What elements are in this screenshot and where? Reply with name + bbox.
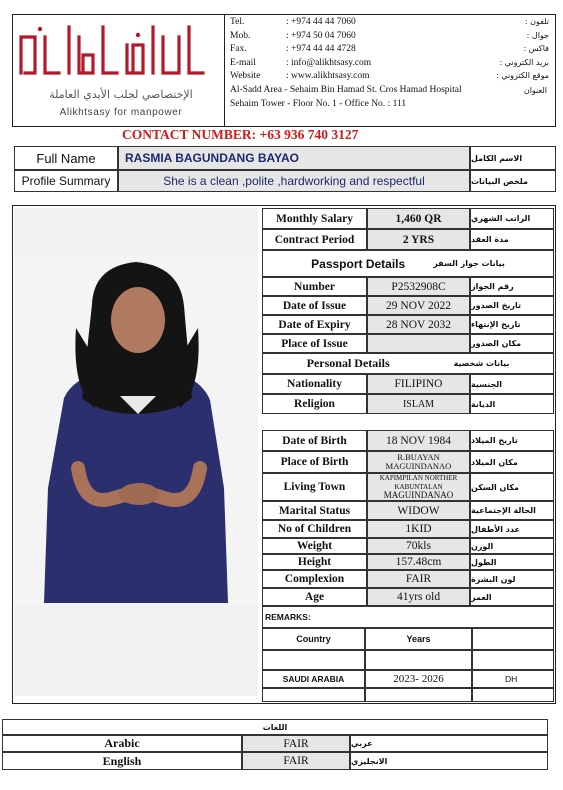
language-row-english-level: FAIR: [242, 752, 350, 770]
address-line-1: Al-Sadd Area - Sehaim Bin Hamad St. Cros Hamad Hospital: [230, 85, 462, 95]
email-label-ar: بريد الكتروني :: [499, 58, 549, 67]
logo-text-en: Alikhtsasy for manpower: [59, 107, 183, 118]
experience-blank-country: [262, 688, 365, 702]
pob-line-1: R.BUAYAN: [397, 452, 440, 462]
place-of-issue-value: [367, 334, 470, 353]
passport-title-ar: بيانات جواز السفر: [433, 259, 505, 268]
complexion-label: Complexion: [262, 570, 367, 588]
experience-spacer-job: [472, 650, 554, 670]
experience-blank-job: [472, 688, 554, 702]
pob-label: Place of Birth: [262, 451, 367, 473]
address-line-2: Sehaim Tower - Floor No. 1 - Office No. : 111: [230, 99, 407, 109]
fax-value: : +974 44 44 4728: [286, 44, 356, 54]
height-label-ar: الطول: [470, 554, 554, 570]
marital-status-label: Marital Status: [262, 501, 367, 520]
language-row-english-name: English: [2, 752, 242, 770]
salary-value: 1,460 QR: [367, 208, 470, 229]
nationality-label: Nationality: [262, 374, 367, 394]
experience-spacer-years: [365, 650, 472, 670]
address-label-ar: العنوان: [523, 86, 547, 95]
nationality-value: FILIPINO: [367, 374, 470, 394]
passport-title: Passport Details: [311, 256, 406, 271]
experience-row-country: SAUDI ARABIA: [262, 670, 365, 688]
issue-date-label-ar: تاريخ الصدور: [470, 296, 554, 315]
language-row-arabic-level: FAIR: [242, 735, 350, 752]
passport-number-label: Number: [262, 277, 367, 296]
mob-label-ar: جوال :: [526, 31, 549, 40]
height-label: Height: [262, 554, 367, 570]
experience-blank-years: [365, 688, 472, 702]
complexion-label-ar: لون البشرة: [470, 570, 554, 588]
salary-label-ar: الراتب الشهري: [470, 208, 554, 229]
weight-label: Weight: [262, 538, 367, 554]
children-label-ar: عدد الأطفال: [470, 520, 554, 538]
expiry-date-label: Date of Expiry: [262, 315, 367, 334]
personal-title: Personal Details: [306, 356, 390, 370]
dob-value: 18 NOV 1984: [367, 430, 470, 451]
living-town-value: [367, 473, 470, 501]
languages-title-ar: اللغات: [2, 719, 548, 735]
logo-panel: [13, 15, 225, 126]
pob-value: [367, 451, 470, 473]
passport-section-header: [262, 250, 554, 277]
living-town-label-ar: مكان السكن: [470, 473, 554, 501]
experience-spacer-country: [262, 650, 365, 670]
person-photo-illustration: [14, 208, 258, 696]
dob-label: Date of Birth: [262, 430, 367, 451]
country-header: Country: [262, 628, 365, 650]
marital-status-label-ar: الحالة الإجتماعية: [470, 501, 554, 520]
place-of-issue-label: Place of Issue: [262, 334, 367, 353]
job-header: [472, 628, 554, 650]
nationality-label-ar: الجنسية: [470, 374, 554, 394]
company-header: [12, 14, 556, 127]
age-label-ar: العمر: [470, 588, 554, 606]
years-header: Years: [365, 628, 472, 650]
passport-number-label-ar: رقم الجواز: [470, 277, 554, 296]
age-label: Age: [262, 588, 367, 606]
fax-label-ar: فاكس :: [523, 44, 549, 53]
living-town-label: Living Town: [262, 473, 367, 501]
website-value[interactable]: : www.alikhtsasy.com: [286, 71, 370, 81]
religion-value: ISLAM: [367, 394, 470, 414]
company-logo: [13, 15, 223, 126]
place-of-issue-label-ar: مكان الصدور: [470, 334, 554, 353]
profile-summary-value: She is a clean ,polite ,hardworking and respectful: [118, 170, 470, 192]
personal-title-ar: بيانات شخصية: [453, 359, 510, 368]
expiry-date-value: 28 NOV 2032: [367, 315, 470, 334]
weight-value: 70kls: [367, 538, 470, 554]
age-value: 41yrs old: [367, 588, 470, 606]
mob-label: Mob.: [230, 31, 251, 41]
dob-label-ar: تاريخ الميلاد: [470, 430, 554, 451]
profile-summary-label-ar: ملخص البيانات: [470, 170, 556, 192]
experience-row-years: 2023- 2026: [365, 670, 472, 688]
profile-summary-label: Profile Summary: [14, 170, 118, 192]
language-row-arabic-name: Arabic: [2, 735, 242, 752]
remarks-label: REMARKS:: [262, 606, 554, 628]
tel-value: : +974 44 44 7060: [286, 17, 356, 27]
personal-section-header: [262, 353, 554, 374]
fax-label: Fax.: [230, 44, 247, 54]
living-town-line-2: KABUNTALAN: [394, 482, 443, 491]
full-name-label-ar: الاسم الكامل: [470, 146, 556, 170]
issue-date-value: 29 NOV 2022: [367, 296, 470, 315]
weight-label-ar: الوزن: [470, 538, 554, 554]
email-label: E-mail: [230, 58, 256, 68]
salary-label: Monthly Salary: [262, 208, 367, 229]
contact-number: CONTACT NUMBER: +63 936 740 3127: [122, 127, 359, 142]
children-value: 1KID: [367, 520, 470, 538]
height-value: 157.48cm: [367, 554, 470, 570]
contract-period-label: Contract Period: [262, 229, 367, 250]
pob-line-2: MAGUINDANAO: [385, 461, 452, 471]
full-name-value: RASMIA BAGUNDANG BAYAO: [118, 146, 470, 170]
language-row-english-name-ar: الانجليزي: [350, 752, 548, 770]
pob-label-ar: مكان الميلاد: [470, 451, 554, 473]
passport-number-value: P2532908C: [367, 277, 470, 296]
issue-date-label: Date of Issue: [262, 296, 367, 315]
expiry-date-label-ar: تاريخ الإنتهاء: [470, 315, 554, 334]
complexion-value: FAIR: [367, 570, 470, 588]
living-town-line-1: KAPIMPILAN NORTHER: [379, 474, 458, 483]
living-town-line-3: MAGUINDANAO: [383, 490, 454, 501]
website-label-ar: موقع الكتروني :: [496, 71, 549, 80]
experience-row-job: DH: [472, 670, 554, 688]
language-row-arabic-name-ar: عربي: [350, 735, 548, 752]
contract-period-label-ar: مدة العقد: [470, 229, 554, 250]
tel-label-ar: تلفون :: [524, 17, 549, 26]
full-name-label: Full Name: [14, 146, 118, 170]
religion-label: Religion: [262, 394, 367, 414]
mob-value: : +974 50 04 7060: [286, 31, 356, 41]
candidate-photo: [14, 208, 258, 696]
religion-label-ar: الديانة: [470, 394, 554, 414]
children-label: No of Children: [262, 520, 367, 538]
logo-text-ar: الإختصاصي لجلب الأيدي العاملة: [49, 88, 193, 101]
website-label: Website: [230, 71, 261, 81]
email-value[interactable]: : info@alikhtsasy.com: [286, 58, 372, 68]
tel-label: Tel.: [230, 17, 245, 27]
contract-period-value: 2 YRS: [367, 229, 470, 250]
marital-status-value: WIDOW: [367, 501, 470, 520]
